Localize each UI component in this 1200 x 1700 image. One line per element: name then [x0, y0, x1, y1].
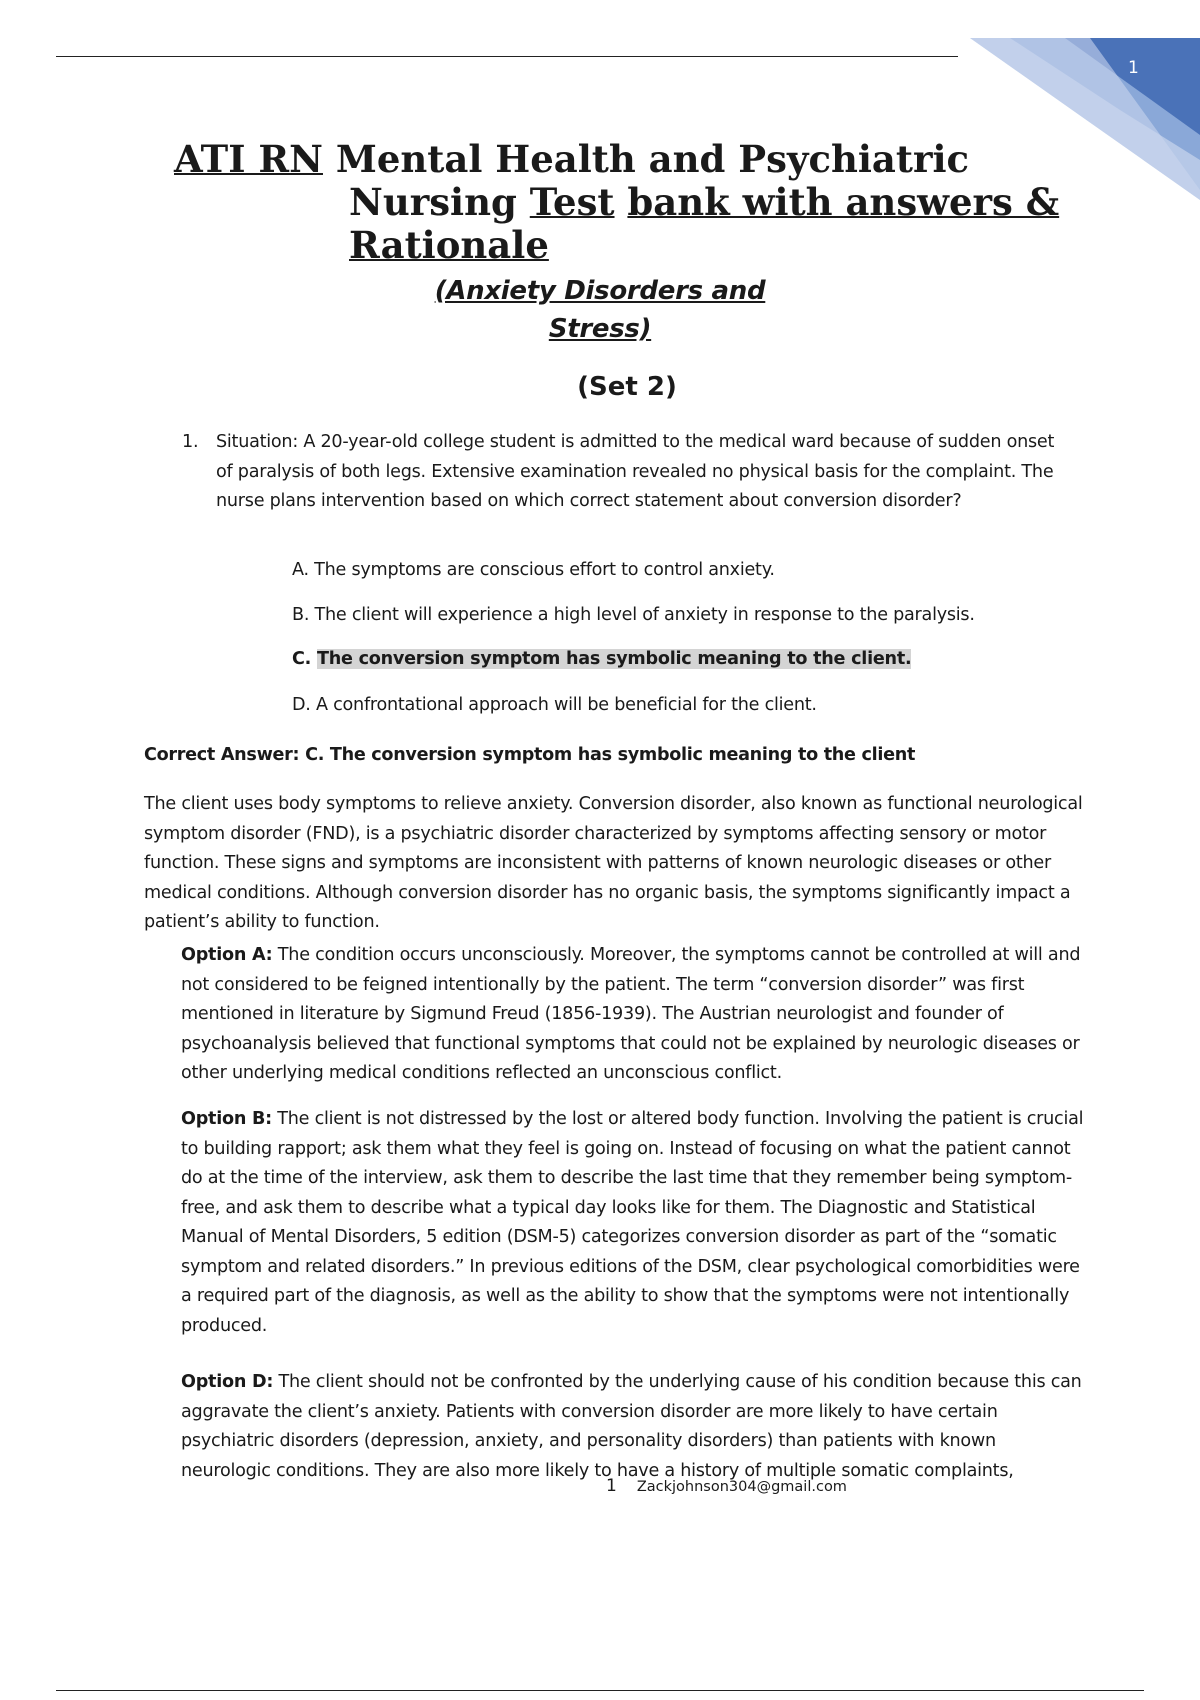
title-line-2: [174, 181, 1074, 224]
question-1: [182, 428, 1062, 517]
option-c: [292, 649, 911, 669]
document-subtitle: [0, 272, 1200, 348]
title-space: [615, 180, 628, 224]
option-c-letter: C.: [292, 649, 317, 669]
option-b-text: The client is not distressed by the lost or altered body function. Involving the patient is crucial to building rapport; ask them what they feel is going on. Instead of focusing on what the patient cannot do at the time of the interview, ask them to describe the last time that they remember being symptom-free, and ask them to describe what a typical day looks like for them. The Diagnostic and Statistical Manual of Mental Disorders, 5 edition (DSM-5) categorizes conversion disorder as part of the “somatic symptom and related disorders.” In previous editions of the DSM, clear psychological comorbidities were a required part of the diagnosis, as well as the ability to show that the symptoms were not intentionally produced.: [181, 1109, 1084, 1336]
subtitle-line-1: (Anxiety Disorders and: [434, 276, 766, 306]
option-a-explanation: [181, 941, 1086, 1089]
title-ati-rn: ATI RN: [174, 137, 323, 181]
set-label: (Set 2): [577, 372, 677, 402]
option-d-text: The client should not be confronted by the underlying cause of his condition because this can aggravate the client’s anxiety. Patients with conversion disorder are more likely to have certain psychiatric disorders (depression, anxiety, and personality disorders) than patients with known neurologic conditions. They are also more likely to have a history of multiple somatic complaints,: [181, 1372, 1082, 1481]
title-line-1-rest: Mental Health and Psychiatric: [322, 137, 970, 181]
title-line-1: [174, 138, 1074, 181]
footer-email: Zackjohnson304@gmail.com: [636, 1479, 847, 1495]
answer-explanation: The client uses body symptoms to relieve anxiety. Conversion disorder, also known as functional neurological symptom disorder (FND), is a psychiatric disorder characterized by symptoms affecting sensory or motor function. These signs and symptoms are inconsistent with patterns of known neurologic diseases or other medical conditions. Although conversion disorder has no organic basis, the symptoms significantly impact a patient’s ability to function.: [144, 794, 1083, 932]
title-line-3: [174, 224, 1074, 267]
title-nursing: Nursing: [349, 180, 530, 224]
title-bank: bank with answers &: [627, 180, 1060, 224]
header-rule: [56, 56, 958, 57]
option-b-label: Option B:: [181, 1109, 272, 1129]
footer-rule: [56, 1690, 1144, 1691]
subtitle-line-2: Stress): [548, 314, 652, 344]
option-c-text: The conversion symptom has symbolic meaning to the client.: [316, 649, 912, 669]
footer-page-number: 1: [606, 1476, 617, 1496]
option-d-explanation: [181, 1368, 1086, 1486]
option-a-label: Option A:: [181, 945, 273, 965]
question-number: 1.: [182, 432, 199, 452]
option-a: A. The symptoms are conscious effort to control anxiety.: [292, 560, 775, 580]
title-rationale: Rationale: [349, 223, 549, 267]
correct-answer: Correct Answer: C. The conversion symptom has symbolic meaning to the client: [144, 745, 916, 765]
document-title: [174, 138, 1074, 267]
option-a-text: The condition occurs unconsciously. Moreover, the symptoms cannot be controlled at will and not considered to be feigned intentionally by the patient. The term “conversion disorder” was first mentioned in literature by Sigmund Freud (1856-1939). The Austrian neurologist and founder of psychoanalysis believed that functional symptoms that could not be explained by neurologic diseases or other underlying medical conditions reflected an unconscious conflict.: [181, 945, 1081, 1083]
option-d-label: Option D:: [181, 1372, 274, 1392]
title-test: Test: [529, 180, 615, 224]
option-b: B. The client will experience a high level of anxiety in response to the paralysis.: [292, 605, 975, 625]
page-footer: [606, 1476, 847, 1496]
question-stem: Situation: A 20-year-old college student is admitted to the medical ward because of sudden onset of paralysis of both legs. Extensive examination revealed no physical basis for the complaint. The nurse plans intervention based on which correct statement about conversion disorder?: [216, 432, 1055, 511]
option-d: D. A confrontational approach will be beneficial for the client.: [292, 695, 817, 715]
option-b-explanation: [181, 1105, 1086, 1341]
header-page-number: 1: [1128, 58, 1139, 78]
